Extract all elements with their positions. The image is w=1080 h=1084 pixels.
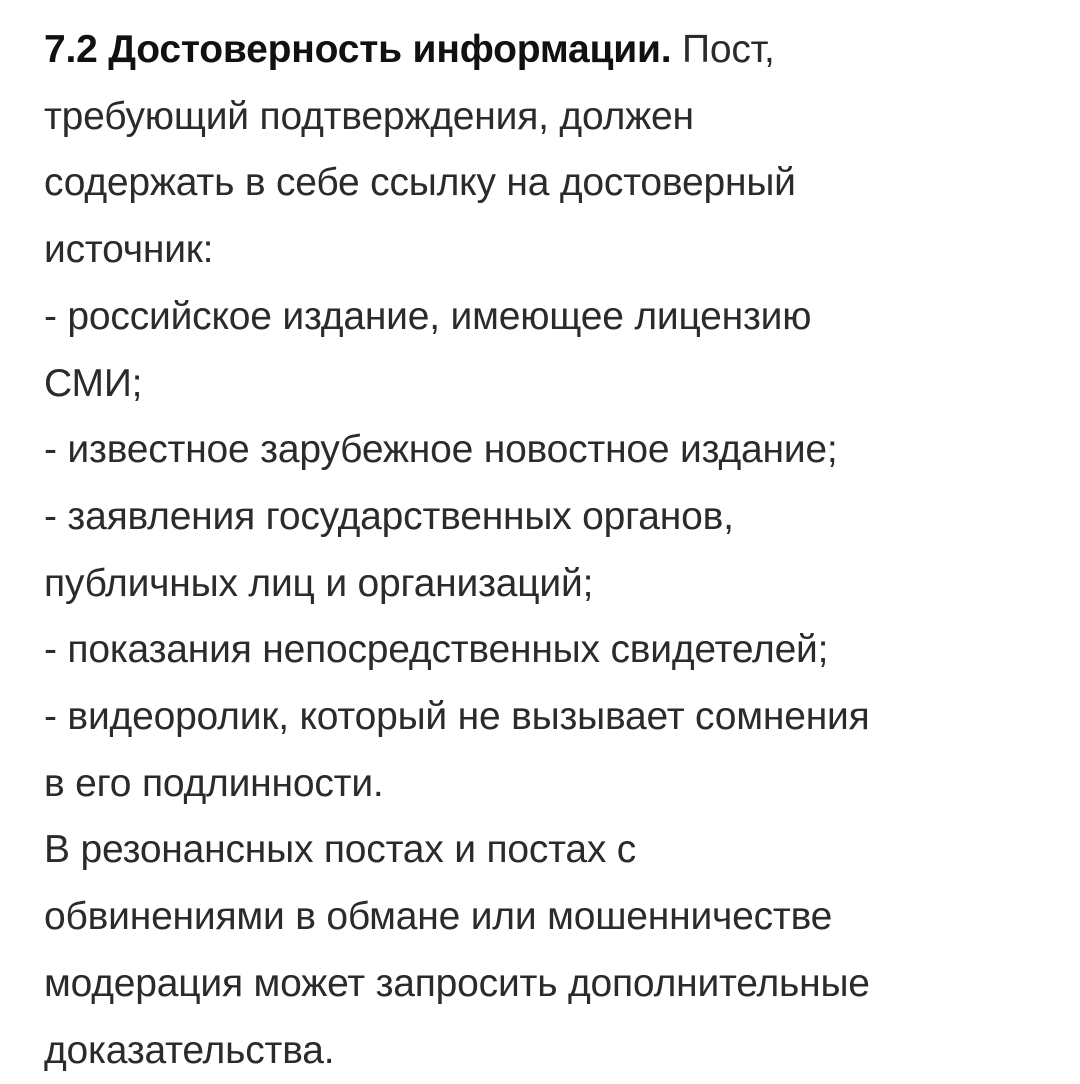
rule-title: 7.2 Достоверность информации. [44,28,672,71]
rule-heading-line [44,17,1054,84]
rule-note-line: В резонансных постах и постах с [44,828,637,872]
rule-note-line: модерация может запросить дополнительные [44,961,870,1005]
source-list-item-continued: в его подлинности. [44,761,384,805]
source-list-item: - заявления государственных органов, [44,494,734,538]
rule-text-line: источник: [44,228,214,272]
rule-document [44,17,1054,1084]
rule-text-line: требующий подтверждения, должен [44,94,694,138]
source-list-item: - видеоролик, который не вызывает сомнения [44,695,870,739]
rule-text-line: содержать в себе ссылку на достоверный [44,161,796,205]
source-list-item-continued: СМИ; [44,361,143,405]
source-list-item-continued: публичных лиц и организаций; [44,561,594,605]
source-list-item: - российское издание, имеющее лицензию [44,294,812,338]
rule-note-line: доказательства. [44,1028,335,1072]
source-list-item: - известное зарубежное новостное издание; [44,428,838,472]
rule-intro-text: Пост, [671,28,775,71]
source-list-item: - показания непосредственных свидетелей; [44,628,829,672]
rule-note-line: обвинениями в обмане или мошенничестве [44,895,833,939]
